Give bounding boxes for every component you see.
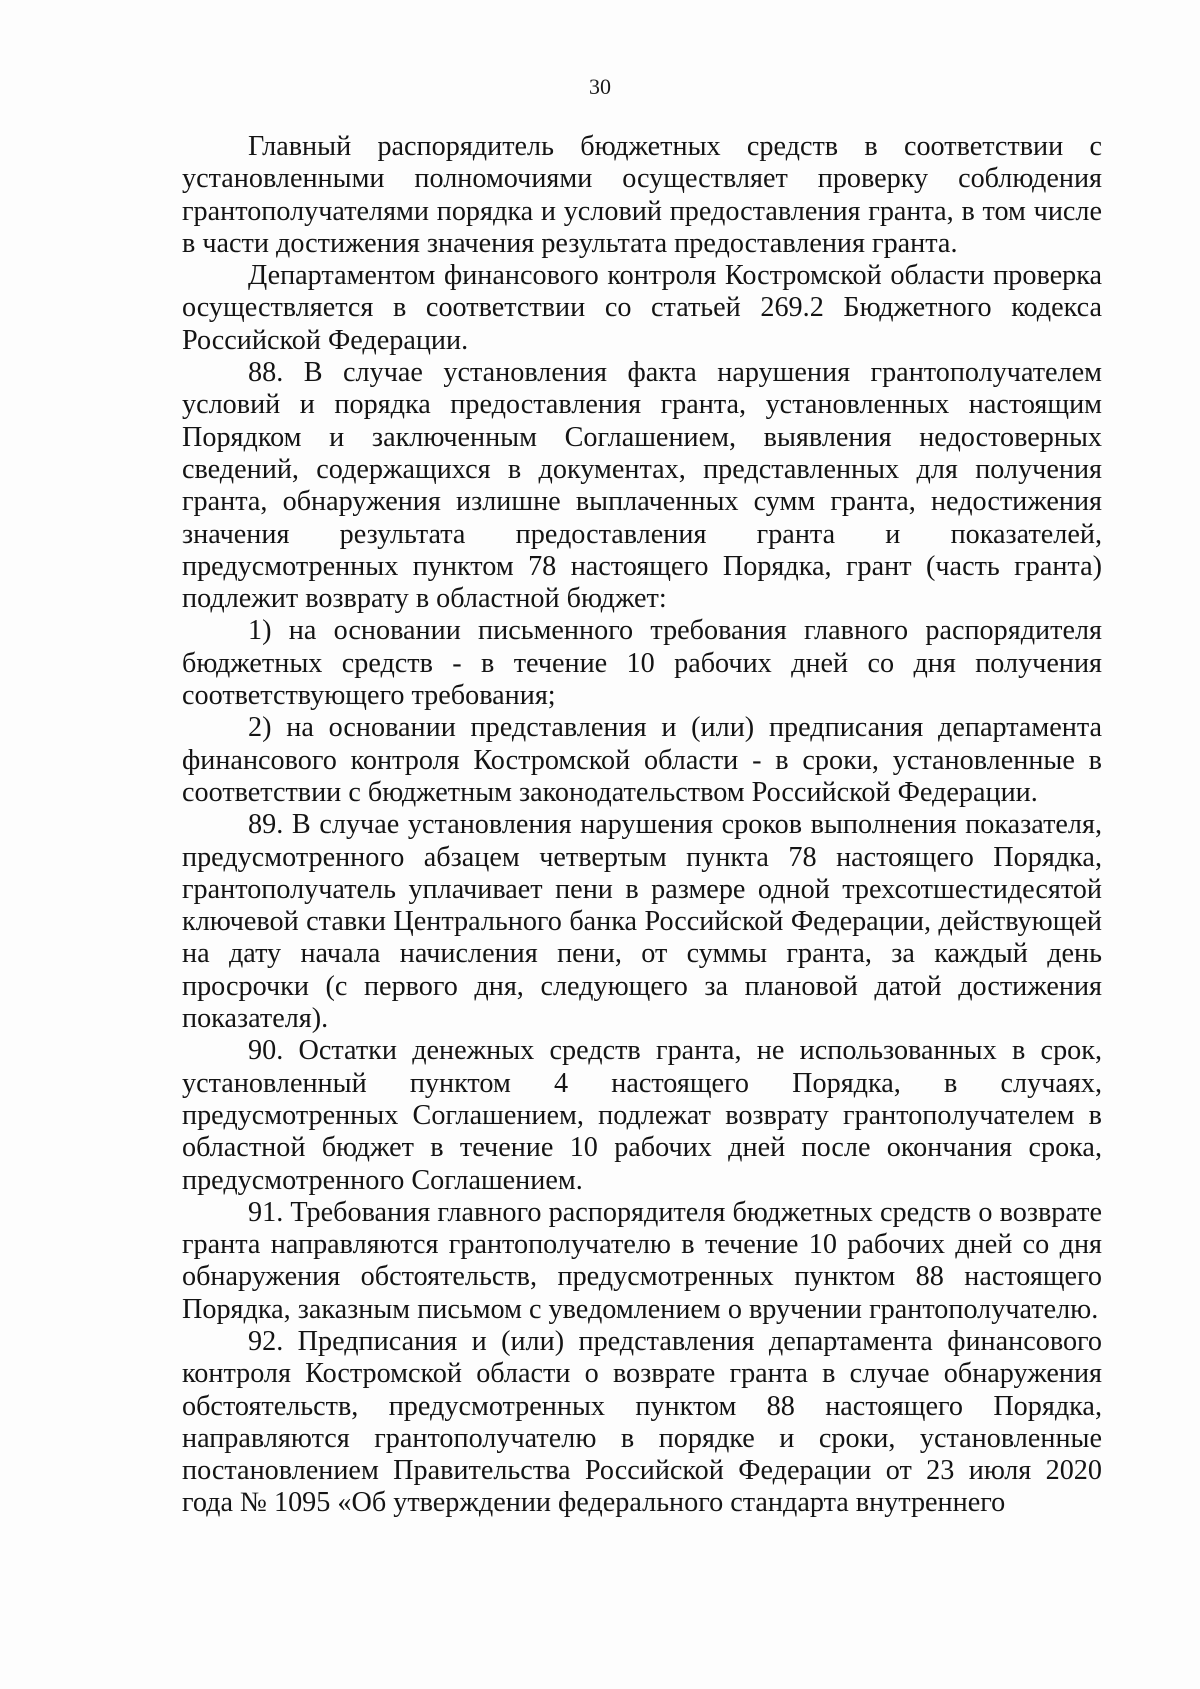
paragraph-91: 91. Требования главного распорядителя бюджетных средств о возврате гранта направляются грантополучателю в течение 10 рабочих дней со дня обнаружения обстоятельств, предусмотренных пунктом 88 настоящего Порядка, заказным письмом с уведомлением о вручении грантополучателю.: [182, 1196, 1102, 1325]
paragraph-88-item-1: 1) на основании письменного требования главного распорядителя бюджетных средств - в течение 10 рабочих дней со дня получения соответствующего требования;: [182, 615, 1102, 712]
paragraph-89: 89. В случае установления нарушения сроков выполнения показателя, предусмотренного абзацем четвертым пункта 78 настоящего Порядка, грантополучатель уплачивает пени в размере одной трехсотшестидесятой ключевой ставки Центрального банка Российской Федерации, действующей на дату начала начисления пени, от суммы гранта, за каждый день просрочки (с первого дня, следующего за плановой датой достижения показателя).: [182, 809, 1102, 1035]
paragraph-verification: Главный распорядитель бюджетных средств в соответствии с установленными полномочиями осуществляет проверку соблюдения грантополучателями порядка и условий предоставления гранта, в том числе в части достижения значения результата предоставления гранта.: [182, 131, 1102, 259]
paragraph-department-check: Департаментом финансового контроля Костромской области проверка осуществляется в соответствии со статьей 269.2 Бюджетного кодекса Российской Федерации.: [182, 260, 1102, 356]
document-body: [182, 131, 1102, 1520]
paragraph-92: 92. Предписания и (или) представления департамента финансового контроля Костромской области о возврате гранта в случае обнаружения обстоятельств, предусмотренных пунктом 88 настоящего Порядка, направляются грантополучателю в порядке и сроки, установленные постановлением Правительства Российской Федерации от 23 июля 2020 года № 1095 «Об утверждении федерального стандарта внутреннего: [182, 1325, 1102, 1519]
page-number: 30: [589, 74, 611, 99]
paragraph-90: 90. Остатки денежных средств гранта, не использованных в срок, установленный пунктом 4 настоящего Порядка, в случаях, предусмотренных Соглашением, подлежат возврату грантополучателем в областной бюджет в течение 10 рабочих дней после окончания срока, предусмотренного Соглашением.: [182, 1035, 1102, 1196]
paragraph-88-item-2: 2) на основании представления и (или) предписания департамента финансового контроля Костромской области - в сроки, установленные в соответствии с бюджетным законодательством Российской Федерации.: [182, 712, 1102, 808]
paragraph-88: 88. В случае установления факта нарушения грантополучателем условий и порядка предоставления гранта, установленных настоящим Порядком и заключенным Соглашением, выявления недостоверных сведений, содержащихся в документах, представленных для получения гранта, обнаружения излишне выплаченных сумм гранта, недостижения значения результата предоставления гранта и показателей, предусмотренных пунктом 78 настоящего Порядка, грант (часть гранта) подлежит возврату в областной бюджет:: [182, 357, 1102, 615]
